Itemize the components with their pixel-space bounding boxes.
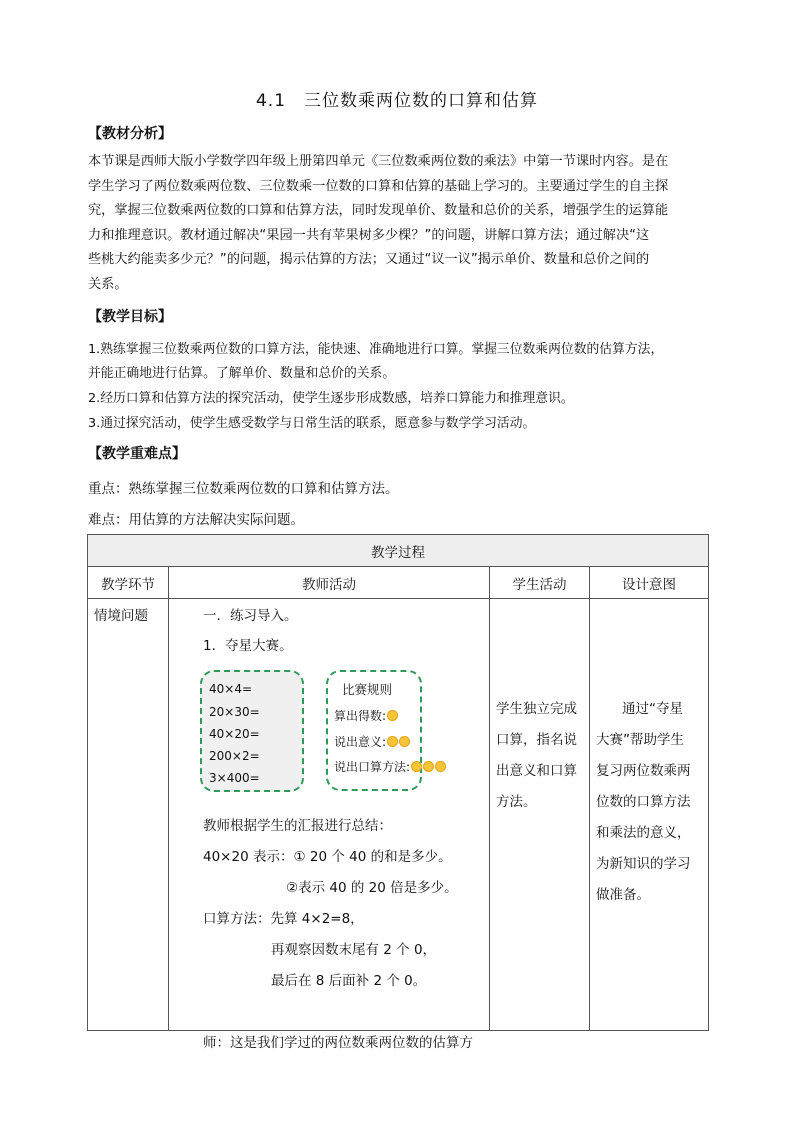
rule-label: 说出口算方法: — [334, 760, 411, 774]
design-line: 大赛”帮助学生 — [596, 732, 684, 748]
design-cell — [590, 599, 709, 1031]
design-line: 位数的口算方法 — [596, 794, 691, 810]
contest-title: 1．夺星大赛。 — [203, 638, 293, 654]
design-line: 做准备。 — [596, 887, 650, 903]
goal-line: 3.通过探究活动，使学生感受数学与日常生活的联系，愿意参与数学学习活动。 — [88, 416, 536, 431]
student-line: 学生独立完成 — [496, 701, 577, 717]
star-icon — [423, 761, 434, 772]
analysis-line: 本节课是西师大版小学数学四年级上册第四单元《三位数乘两位数的乘法》中第一节课时内容。是在 — [88, 154, 669, 169]
table-caption: 教学过程 — [88, 535, 709, 567]
student-line: 口算，指名说 — [496, 732, 577, 748]
analysis-line: 究，掌握三位数乘两位数的口算和估算方法，同时发现单价、数量和总价的关系，增强学生的运算能 — [88, 203, 669, 218]
student-line: 方法。 — [496, 794, 537, 810]
rule-label: 算出得数: — [334, 709, 387, 723]
summary-text: 教师根据学生的汇报进行总结： — [203, 818, 392, 834]
stage-cell — [88, 599, 169, 1031]
key-point: 重点：熟练掌握三位数乘两位数的口算和估算方法。 — [88, 481, 399, 497]
analysis-line: 些桃大约能卖多少元？”的问题，揭示估算的方法；又通过“议一议”揭示单价、数量和总价之间的 — [88, 252, 650, 267]
star-icon — [411, 761, 422, 772]
calc-item: 40×20= — [209, 727, 260, 741]
calc-item: 200×2= — [209, 749, 260, 763]
student-cell — [490, 599, 590, 1031]
calc-item: 20×30= — [209, 705, 260, 719]
method-line: 口算方法：先算 4×2=8， — [203, 911, 364, 927]
analysis-line: 学生学习了两位数乘两位数、三位数乘一位数的口算和估算的基础上学习的。主要通过学生的自主探 — [88, 178, 669, 194]
star-icon — [387, 710, 398, 721]
col-header-stage: 教学环节 — [88, 567, 169, 599]
design-line: 为新知识的学习 — [596, 856, 691, 872]
table-row — [88, 599, 709, 1031]
rule-item — [334, 707, 398, 724]
page-title: 4.1 三位数乘两位数的口算和估算 — [255, 91, 539, 111]
col-header-design: 设计意图 — [590, 567, 709, 599]
method-line: 最后在 8 后面补 2 个 0。 — [271, 973, 427, 989]
col-header-student: 学生活动 — [490, 567, 590, 599]
goal-line: 2.经历口算和估算方法的探究活动，使学生逐步形成数感，培养口算能力和推理意识。 — [88, 391, 574, 406]
design-line: 通过“夺星 — [622, 701, 683, 717]
meaning-line: ②表示 40 的 20 倍是多少。 — [286, 880, 458, 896]
stage-label: 情境问题 — [94, 608, 148, 624]
goal-line: 1.熟练掌握三位数乘两位数的口算方法，能快速、准确地进行口算。掌握三位数乘两位数的估算方法， — [88, 342, 664, 357]
analysis-line: 力和推理意识。教材通过解决“果园一共有苹果树多少棵？”的问题，讲解口算方法；通过解决“这 — [88, 227, 650, 243]
keypoints-heading: 【教学重难点】 — [88, 446, 186, 462]
calc-item: 3×400= — [209, 771, 260, 785]
student-line: 出意义和口算 — [496, 763, 577, 779]
goal-line: 并能正确地进行估算。了解单价、数量和总价的关系。 — [88, 366, 396, 381]
col-header-teacher: 教师活动 — [169, 567, 490, 599]
meaning-line: 40×20 表示：① 20 个 40 的和是多少。 — [203, 849, 452, 865]
goals-heading: 【教学目标】 — [88, 309, 172, 325]
teacher-remark: 师：这是我们学过的两位数乘两位数的估算方 — [203, 1035, 473, 1051]
design-line: 和乘法的意义， — [596, 825, 691, 841]
star-icon — [387, 736, 398, 747]
rule-item — [334, 758, 446, 775]
intro-text: 一．练习导入。 — [203, 608, 298, 624]
star-icon — [399, 736, 410, 747]
difficult-point: 难点：用估算的方法解决实际问题。 — [88, 512, 304, 528]
analysis-text — [88, 150, 710, 297]
rule-item — [334, 733, 410, 750]
rule-label: 说出意义: — [334, 735, 387, 749]
star-icon — [435, 761, 446, 772]
method-line: 再观察因数末尾有 2 个 0， — [271, 942, 437, 958]
analysis-line: 关系。 — [88, 276, 128, 292]
analysis-heading: 【教材分析】 — [88, 126, 172, 142]
rules-title: 比赛规则 — [342, 682, 393, 697]
design-line: 复习两位数乘两 — [596, 763, 691, 779]
calc-item: 40×4= — [209, 682, 253, 696]
